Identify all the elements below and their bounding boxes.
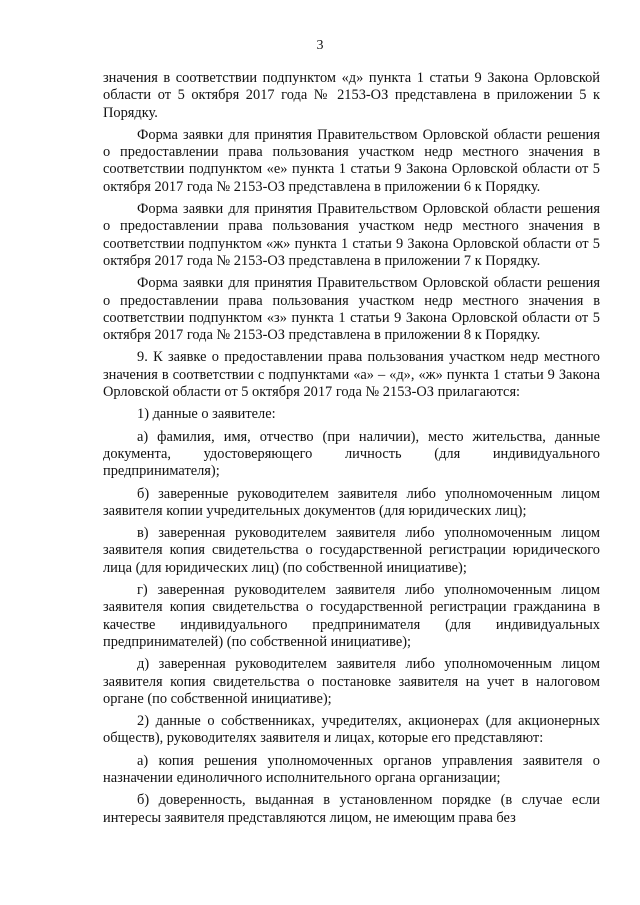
paragraph: в) заверенная руководителем заявителя либо уполномоченным лицом заявителя копия свидетельства о государственной регистрации юридического лица (для юридических лиц) (по собственной инициативе);: [103, 525, 600, 576]
paragraph: а) фамилия, имя, отчество (при наличии), место жительства, данные документа, удостоверяющего личность (для индивидуального предпринимателя);: [103, 428, 600, 480]
paragraph: Форма заявки для принятия Правительством Орловской области решения о предоставлении права пользования участком недр местного значения в соответствии подпунктом «ж» пункта 1 статьи 9 Закона Орловской области от 5 октября 2017 года № 2153-ОЗ представлена в приложении 7 к Порядку.: [103, 201, 600, 269]
paragraph: а) копия решения уполномоченных органов управления заявителя о назначении единоличного исполнительного органа организации;: [103, 752, 600, 786]
paragraph: значения в соответствии подпунктом «д» пункта 1 статьи 9 Закона Орловской области от 5 октября 2017 года № 2153-ОЗ представлена в приложении 5 к Порядку.: [103, 70, 600, 121]
paragraph: б) заверенные руководителем заявителя либо уполномоченным лицом заявителя копии учредительных документов (для юридических лиц);: [103, 485, 600, 519]
paragraph: б) доверенность, выданная в установленном порядке (в случае если интересы заявителя представляются лицом, не имеющим права без: [103, 792, 600, 826]
paragraph: 9. К заявке о предоставлении права пользования участком недр местного значения в соответствии с подпунктами «а» – «д», «ж» пункта 1 статьи 9 Закона Орловской области от 5 октября 2017 года № 2153-ОЗ прилагаются:: [103, 349, 600, 401]
paragraph: 1) данные о заявителе:: [137, 406, 276, 423]
document-body: [103, 70, 600, 832]
paragraph: 2) данные о собственниках, учредителях, акционерах (для акционерных обществ), руководителях заявителя и лицах, которые его представляют:: [103, 713, 600, 747]
paragraph: Форма заявки для принятия Правительством Орловской области решения о предоставлении права пользования участком недр местного значения в соответствии подпунктом «з» пункта 1 статьи 9 Закона Орловской области от 5 октября 2017 года № 2153-ОЗ представлена в приложении 8 к Порядку.: [103, 275, 600, 344]
paragraph: д) заверенная руководителем заявителя либо уполномоченным лицом заявителя копия свидетельства о постановке заявителя на учет в налоговом органе (по собственной инициативе);: [103, 656, 600, 707]
page-number: 3: [316, 38, 324, 53]
paragraph: г) заверенная руководителем заявителя либо уполномоченным лицом заявителя копия свидетельства о государственной регистрации гражданина в качестве индивидуального предпринимателя (для индивидуальных предпринимателей) (по собственной инициативе);: [103, 582, 600, 650]
paragraph: Форма заявки для принятия Правительством Орловской области решения о предоставлении права пользования участком недр местного значения в соответствии подпунктом «е» пункта 1 статьи 9 Закона Орловской области от 5 октября 2017 года № 2153-ОЗ представлена в приложении 6 к Порядку.: [103, 126, 600, 195]
